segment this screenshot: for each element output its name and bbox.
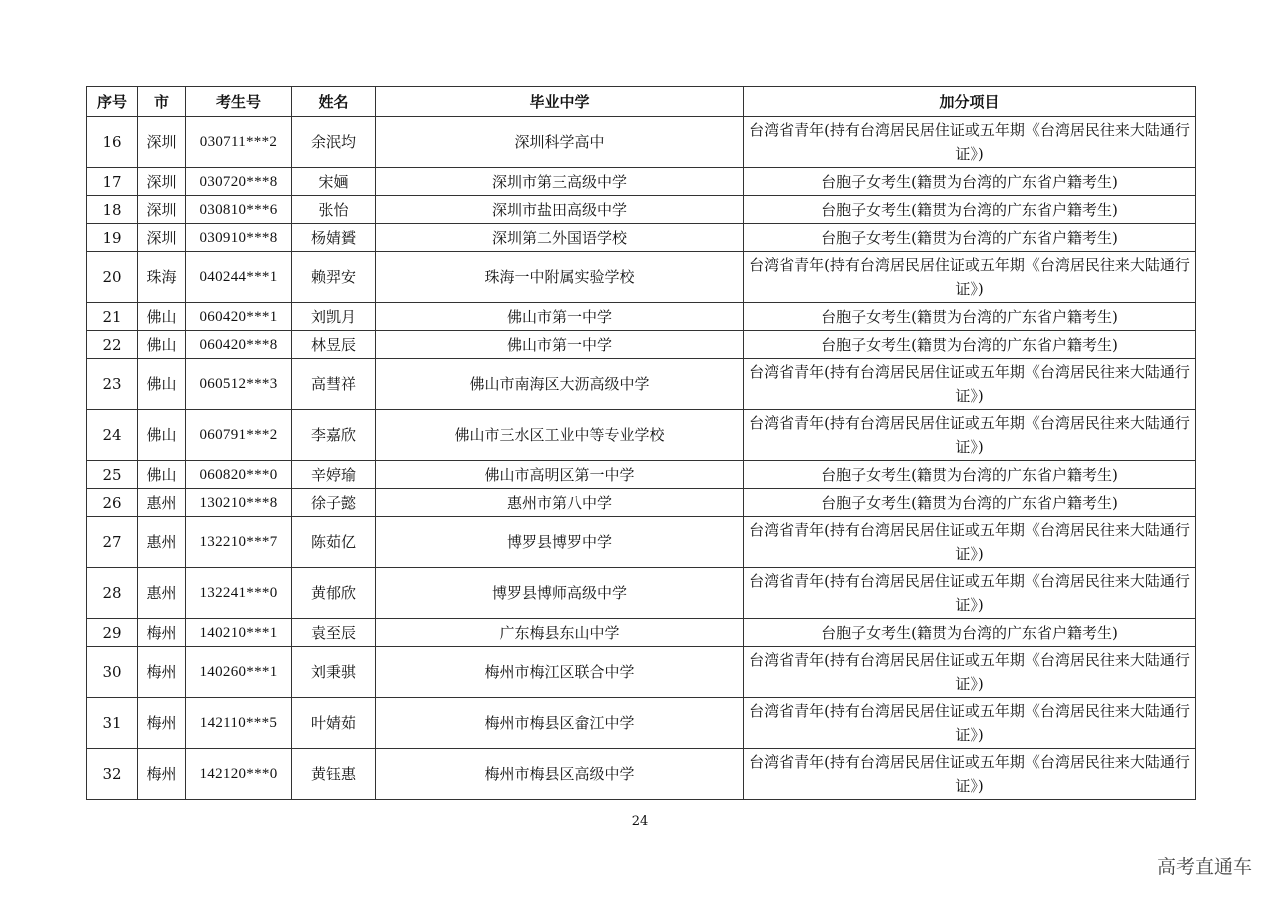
page-number: 24	[631, 814, 649, 829]
table-header-row	[87, 87, 1196, 117]
cell-exam-no: 030711***2	[186, 117, 292, 168]
cell-school: 深圳科学高中	[376, 117, 744, 168]
table-row	[87, 303, 1196, 331]
cell-seq: 23	[87, 359, 138, 410]
cell-city: 珠海	[138, 252, 186, 303]
cell-bonus: 台湾省青年(持有台湾居民居住证或五年期《台湾居民往来大陆通行证》)	[744, 749, 1196, 800]
cell-city: 佛山	[138, 303, 186, 331]
cell-seq: 28	[87, 568, 138, 619]
table-row	[87, 410, 1196, 461]
cell-name: 黄钰惠	[292, 749, 376, 800]
table-row	[87, 619, 1196, 647]
cell-seq: 19	[87, 224, 138, 252]
cell-seq: 31	[87, 698, 138, 749]
cell-name: 高彗祥	[292, 359, 376, 410]
cell-name: 余泯均	[292, 117, 376, 168]
cell-name: 李嘉欣	[292, 410, 376, 461]
table-row	[87, 517, 1196, 568]
cell-name: 林昱辰	[292, 331, 376, 359]
table-row	[87, 331, 1196, 359]
cell-seq: 22	[87, 331, 138, 359]
cell-seq: 17	[87, 168, 138, 196]
table-row	[87, 698, 1196, 749]
cell-city: 惠州	[138, 489, 186, 517]
cell-bonus: 台胞子女考生(籍贯为台湾的广东省户籍考生)	[744, 224, 1196, 252]
table-row	[87, 117, 1196, 168]
cell-bonus: 台湾省青年(持有台湾居民居住证或五年期《台湾居民往来大陆通行证》)	[744, 410, 1196, 461]
cell-exam-no: 030720***8	[186, 168, 292, 196]
cell-city: 梅州	[138, 749, 186, 800]
cell-bonus: 台胞子女考生(籍贯为台湾的广东省户籍考生)	[744, 461, 1196, 489]
header-bonus: 加分项目	[744, 87, 1196, 117]
cell-school: 珠海一中附属实验学校	[376, 252, 744, 303]
cell-school: 佛山市三水区工业中等专业学校	[376, 410, 744, 461]
cell-school: 深圳市盐田高级中学	[376, 196, 744, 224]
cell-school: 博罗县博罗中学	[376, 517, 744, 568]
cell-school: 梅州市梅江区联合中学	[376, 647, 744, 698]
cell-city: 佛山	[138, 331, 186, 359]
cell-seq: 29	[87, 619, 138, 647]
cell-exam-no: 130210***8	[186, 489, 292, 517]
cell-city: 佛山	[138, 461, 186, 489]
cell-name: 陈茹亿	[292, 517, 376, 568]
cell-seq: 20	[87, 252, 138, 303]
cell-name: 张怡	[292, 196, 376, 224]
cell-city: 梅州	[138, 647, 186, 698]
table-row	[87, 252, 1196, 303]
table-row	[87, 359, 1196, 410]
table-row	[87, 224, 1196, 252]
cell-seq: 30	[87, 647, 138, 698]
cell-seq: 21	[87, 303, 138, 331]
cell-bonus: 台胞子女考生(籍贯为台湾的广东省户籍考生)	[744, 196, 1196, 224]
cell-name: 杨婧贇	[292, 224, 376, 252]
cell-name: 宋婳	[292, 168, 376, 196]
cell-exam-no: 132241***0	[186, 568, 292, 619]
cell-bonus: 台湾省青年(持有台湾居民居住证或五年期《台湾居民往来大陆通行证》)	[744, 517, 1196, 568]
cell-name: 刘秉骐	[292, 647, 376, 698]
cell-school: 惠州市第八中学	[376, 489, 744, 517]
cell-exam-no: 140210***1	[186, 619, 292, 647]
cell-bonus: 台湾省青年(持有台湾居民居住证或五年期《台湾居民往来大陆通行证》)	[744, 117, 1196, 168]
cell-exam-no: 040244***1	[186, 252, 292, 303]
table-row	[87, 647, 1196, 698]
cell-city: 惠州	[138, 568, 186, 619]
cell-city: 佛山	[138, 359, 186, 410]
table-row	[87, 489, 1196, 517]
cell-bonus: 台胞子女考生(籍贯为台湾的广东省户籍考生)	[744, 619, 1196, 647]
cell-city: 深圳	[138, 117, 186, 168]
table-row	[87, 749, 1196, 800]
cell-city: 惠州	[138, 517, 186, 568]
cell-seq: 27	[87, 517, 138, 568]
cell-exam-no: 030910***8	[186, 224, 292, 252]
bonus-roster-table	[86, 86, 1196, 800]
cell-city: 深圳	[138, 196, 186, 224]
cell-city: 深圳	[138, 168, 186, 196]
cell-exam-no: 142120***0	[186, 749, 292, 800]
cell-bonus: 台湾省青年(持有台湾居民居住证或五年期《台湾居民往来大陆通行证》)	[744, 568, 1196, 619]
cell-school: 广东梅县东山中学	[376, 619, 744, 647]
cell-school: 深圳市第三高级中学	[376, 168, 744, 196]
cell-city: 深圳	[138, 224, 186, 252]
cell-exam-no: 132210***7	[186, 517, 292, 568]
cell-bonus: 台胞子女考生(籍贯为台湾的广东省户籍考生)	[744, 168, 1196, 196]
cell-school: 博罗县博师高级中学	[376, 568, 744, 619]
cell-city: 梅州	[138, 619, 186, 647]
header-school: 毕业中学	[376, 87, 744, 117]
cell-exam-no: 060420***8	[186, 331, 292, 359]
cell-seq: 24	[87, 410, 138, 461]
cell-bonus: 台胞子女考生(籍贯为台湾的广东省户籍考生)	[744, 331, 1196, 359]
header-city: 市	[138, 87, 186, 117]
cell-name: 黄郁欣	[292, 568, 376, 619]
cell-bonus: 台湾省青年(持有台湾居民居住证或五年期《台湾居民往来大陆通行证》)	[744, 359, 1196, 410]
header-seq: 序号	[87, 87, 138, 117]
cell-name: 赖羿安	[292, 252, 376, 303]
cell-school: 深圳第二外国语学校	[376, 224, 744, 252]
cell-name: 徐子懿	[292, 489, 376, 517]
cell-name: 袁至辰	[292, 619, 376, 647]
table-row	[87, 461, 1196, 489]
cell-school: 佛山市南海区大沥高级中学	[376, 359, 744, 410]
cell-seq: 26	[87, 489, 138, 517]
table-row	[87, 568, 1196, 619]
cell-bonus: 台湾省青年(持有台湾居民居住证或五年期《台湾居民往来大陆通行证》)	[744, 252, 1196, 303]
cell-name: 刘凯月	[292, 303, 376, 331]
watermark-logo-text: 高考直通车	[1156, 856, 1252, 878]
cell-bonus: 台湾省青年(持有台湾居民居住证或五年期《台湾居民往来大陆通行证》)	[744, 647, 1196, 698]
cell-school: 佛山市第一中学	[376, 303, 744, 331]
cell-bonus: 台胞子女考生(籍贯为台湾的广东省户籍考生)	[744, 489, 1196, 517]
cell-city: 梅州	[138, 698, 186, 749]
table-row	[87, 168, 1196, 196]
header-exam-no: 考生号	[186, 87, 292, 117]
cell-exam-no: 060512***3	[186, 359, 292, 410]
cell-exam-no: 140260***1	[186, 647, 292, 698]
cell-exam-no: 060820***0	[186, 461, 292, 489]
cell-exam-no: 142110***5	[186, 698, 292, 749]
cell-exam-no: 060420***1	[186, 303, 292, 331]
cell-name: 叶婧茹	[292, 698, 376, 749]
cell-name: 辛婷瑜	[292, 461, 376, 489]
cell-bonus: 台胞子女考生(籍贯为台湾的广东省户籍考生)	[744, 303, 1196, 331]
cell-seq: 18	[87, 196, 138, 224]
cell-school: 佛山市高明区第一中学	[376, 461, 744, 489]
cell-city: 佛山	[138, 410, 186, 461]
cell-seq: 25	[87, 461, 138, 489]
cell-seq: 16	[87, 117, 138, 168]
cell-exam-no: 030810***6	[186, 196, 292, 224]
header-name: 姓名	[292, 87, 376, 117]
cell-exam-no: 060791***2	[186, 410, 292, 461]
cell-school: 佛山市第一中学	[376, 331, 744, 359]
cell-school: 梅州市梅县区畲江中学	[376, 698, 744, 749]
cell-school: 梅州市梅县区高级中学	[376, 749, 744, 800]
cell-bonus: 台湾省青年(持有台湾居民居住证或五年期《台湾居民往来大陆通行证》)	[744, 698, 1196, 749]
cell-seq: 32	[87, 749, 138, 800]
table-row	[87, 196, 1196, 224]
